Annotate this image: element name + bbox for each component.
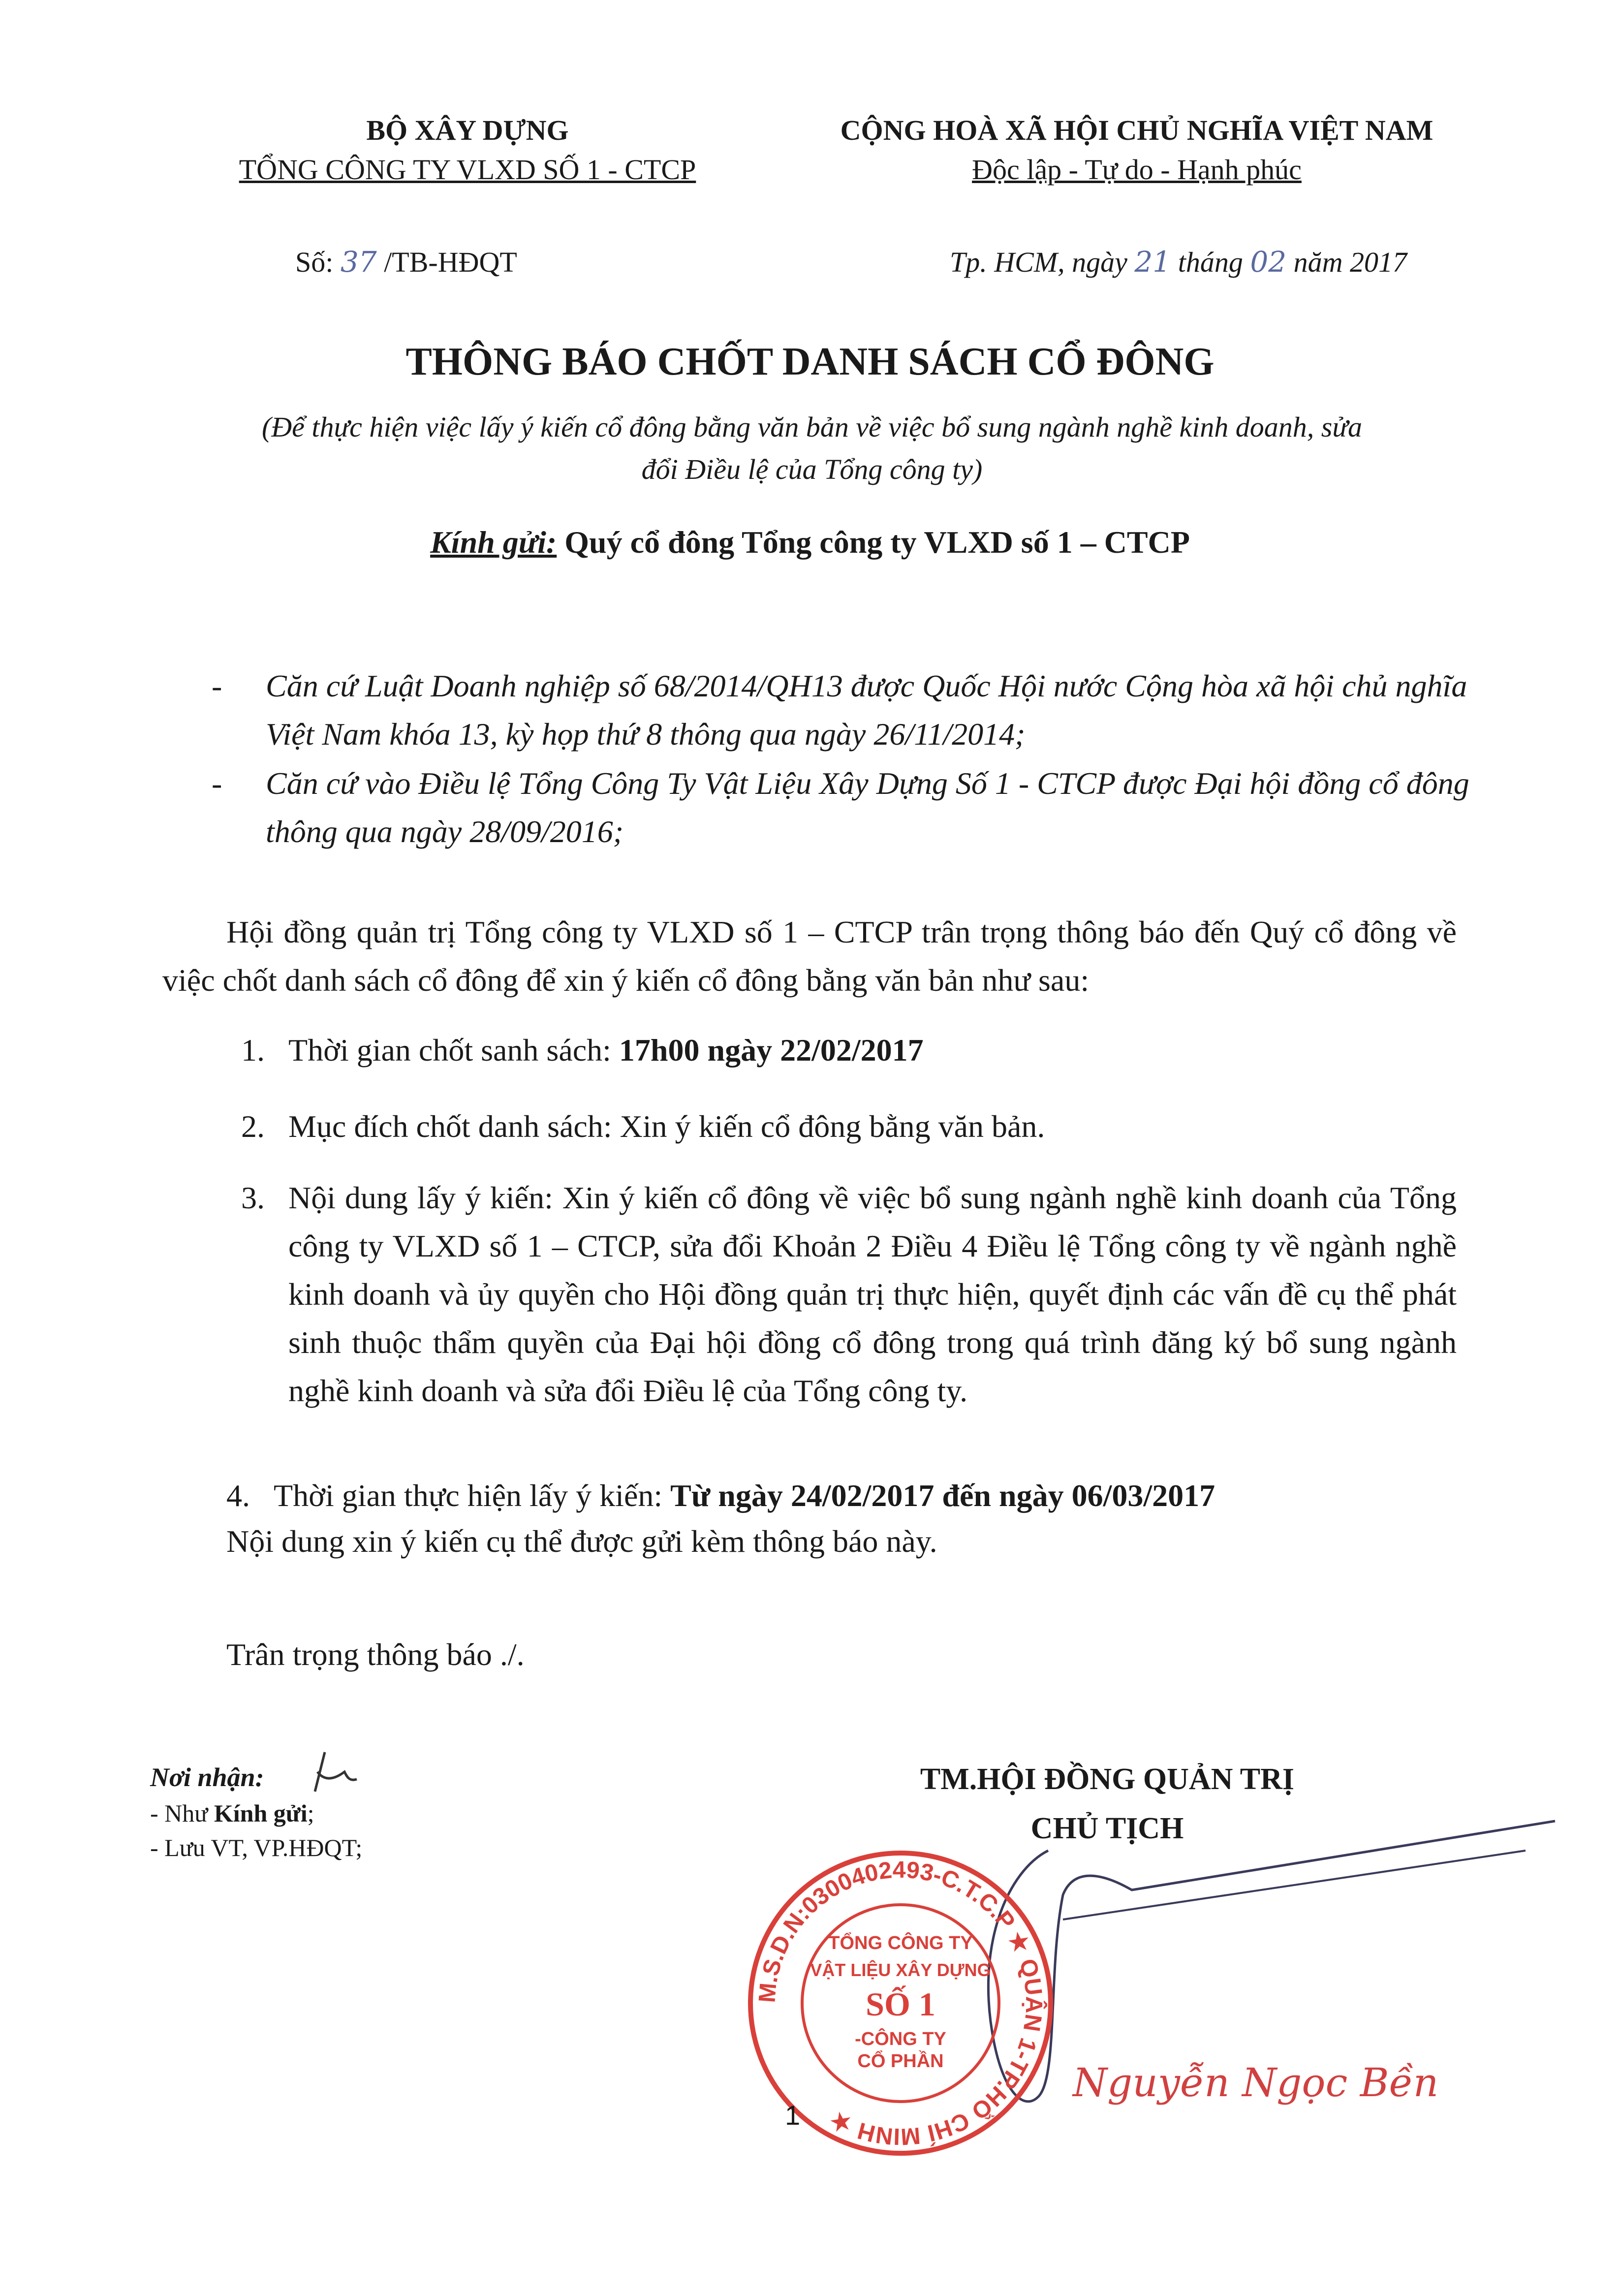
date-day: 21 xyxy=(1134,245,1171,279)
date-part1: Tp. HCM, ngày xyxy=(950,246,1135,278)
list-item-text xyxy=(274,1472,1442,1520)
signer-name: Nguyễn Ngọc Bền xyxy=(1073,2060,1439,2106)
signature-org-line1: TM.HỘI ĐỒNG QUẢN TRỊ xyxy=(920,1762,1295,1796)
basis-item xyxy=(212,662,1471,760)
attachment-note: Nội dung xin ý kiến cụ thể được gửi kèm thông báo này. xyxy=(226,1524,937,1559)
document-title: THÔNG BÁO CHỐT DANH SÁCH CỔ ĐÔNG xyxy=(405,340,1215,383)
ministry-name: BỘ XÂY DỰNG xyxy=(366,114,569,146)
basis-dash: - xyxy=(212,766,222,801)
recipient-label: Kính gửi: xyxy=(430,525,557,560)
header-organization xyxy=(148,111,787,189)
list-item xyxy=(241,1102,1457,1152)
recipients-label: Nơi nhận: xyxy=(150,1762,264,1792)
recipient-value: Quý cổ đông Tổng công ty VLXD số 1 – CTCP xyxy=(557,525,1190,560)
date-part2: tháng xyxy=(1171,246,1250,278)
list-item xyxy=(226,1472,1442,1521)
list-item-text xyxy=(288,1174,1457,1415)
intro-paragraph: Hội đồng quản trị Tổng công ty VLXD số 1 – CTCP trân trọng thông báo đến Quý cổ đông về việc chốt danh sách cổ đông để xin ý kiến cổ đông bằng văn bản như sau: xyxy=(162,914,1457,998)
seal-line4: -CÔNG TY xyxy=(855,2029,946,2049)
list-item-plain: Nội dung lấy ý kiến: Xin ý kiến cổ đông về việc bổ sung ngành nghề kinh doanh của Tổng công ty VLXD số 1 – CTCP, sửa đổi Khoản 2 Điều 4 Điều lệ Tổng công ty về ngành nghề kinh doanh và ủy quyền cho Hội đồng quản trị thực hiện, quyết định các vấn đề cụ thể phát sinh thuộc thẩm quyền của Đại hội đồng cổ đông trong quá trình đăng ký bổ sung ngành nghề kinh doanh và sửa đổi Điều lệ của Tổng công ty. xyxy=(288,1180,1457,1408)
recipients-item-prefix: - Như xyxy=(150,1799,214,1827)
company-name: TỔNG CÔNG TY VLXD SỐ 1 - CTCP xyxy=(239,154,696,186)
seal-line3: SỐ 1 xyxy=(866,1985,935,2023)
doc-number-prefix: Số: xyxy=(295,246,341,278)
motto: Độc lập - Tự do - Hạnh phúc xyxy=(972,154,1302,186)
list-item-number: 1. xyxy=(241,1033,265,1068)
document-date xyxy=(950,245,1407,279)
header-national-motto xyxy=(768,111,1506,189)
date-month: 02 xyxy=(1250,245,1287,279)
seal-line5: CỔ PHẦN xyxy=(857,2051,944,2072)
recipients-item-bold: Kính gửi xyxy=(214,1799,308,1827)
doc-number-suffix: /TB-HĐQT xyxy=(376,246,517,278)
basis-dash: - xyxy=(212,668,222,703)
list-item-text xyxy=(288,1026,1457,1074)
seal-line2: VẬT LIỆU XÂY DỰNG xyxy=(810,1960,991,1980)
recipients-item xyxy=(150,1799,314,1827)
list-item-bold: Từ ngày 24/02/2017 đến ngày 06/03/2017 xyxy=(670,1478,1215,1513)
list-item-number: 4. xyxy=(226,1478,250,1513)
document-subtitle: (Để thực hiện việc lấy ý kiến cổ đông bằng văn bản về việc bổ sung ngành nghề kinh doanh, sửa đổi Điều lệ của Tổng công ty) xyxy=(261,411,1363,485)
list-item-number: 3. xyxy=(241,1180,265,1215)
list-item xyxy=(241,1026,1457,1075)
list-item-number: 2. xyxy=(241,1109,265,1144)
list-item-plain: Thời gian chốt sanh sách: xyxy=(288,1033,619,1068)
list-item-text xyxy=(288,1102,1457,1151)
list-item-bold: 17h00 ngày 22/02/2017 xyxy=(619,1033,924,1068)
seal-ring-text: M.S.D.N:0300402493-C.T.C.P ★ QUẬN 1-TP.HỒ CHÍ MINH ★ xyxy=(754,1856,1047,2150)
basis-item xyxy=(212,759,1471,858)
basis-text: Căn cứ vào Điều lệ Tổng Công Ty Vật Liệu Xây Dựng Số 1 - CTCP được Đại hội đồng cổ đông thông qua ngày 28/09/2016; xyxy=(266,766,1469,849)
page-number: 1 xyxy=(785,2100,801,2131)
signature-block xyxy=(837,1755,1378,1853)
basis-text: Căn cứ Luật Doanh nghiệp số 68/2014/QH13 được Quốc Hội nước Cộng hòa xã hội chủ nghĩa Việt Nam khóa 13, kỳ họp thứ 8 thông qua ngày 26/11/2014; xyxy=(266,668,1467,752)
recipient-line xyxy=(0,524,1620,561)
country-name: CỘNG HOÀ XÃ HỘI CHỦ NGHĨA VIỆT NAM xyxy=(840,114,1433,146)
recipients-item xyxy=(150,1833,362,1862)
recipients-item-suffix: ; xyxy=(307,1799,314,1827)
list-item-plain: Mục đích chốt danh sách: Xin ý kiến cổ đông bằng văn bản. xyxy=(288,1109,1045,1144)
signature-org-line2: CHỦ TỊCH xyxy=(1030,1812,1184,1845)
list-item-plain: Thời gian thực hiện lấy ý kiến: xyxy=(274,1478,671,1513)
date-part3: năm 2017 xyxy=(1286,246,1407,278)
doc-number-handwritten: 37 xyxy=(340,245,377,279)
closing-line: Trân trọng thông báo ./. xyxy=(226,1637,525,1672)
document-number xyxy=(295,245,517,279)
list-item xyxy=(241,1174,1457,1469)
seal-line1: TỔNG CÔNG TY xyxy=(828,1933,973,1953)
recipients-item-prefix: - Lưu VT, VP.HĐQT; xyxy=(150,1834,363,1861)
